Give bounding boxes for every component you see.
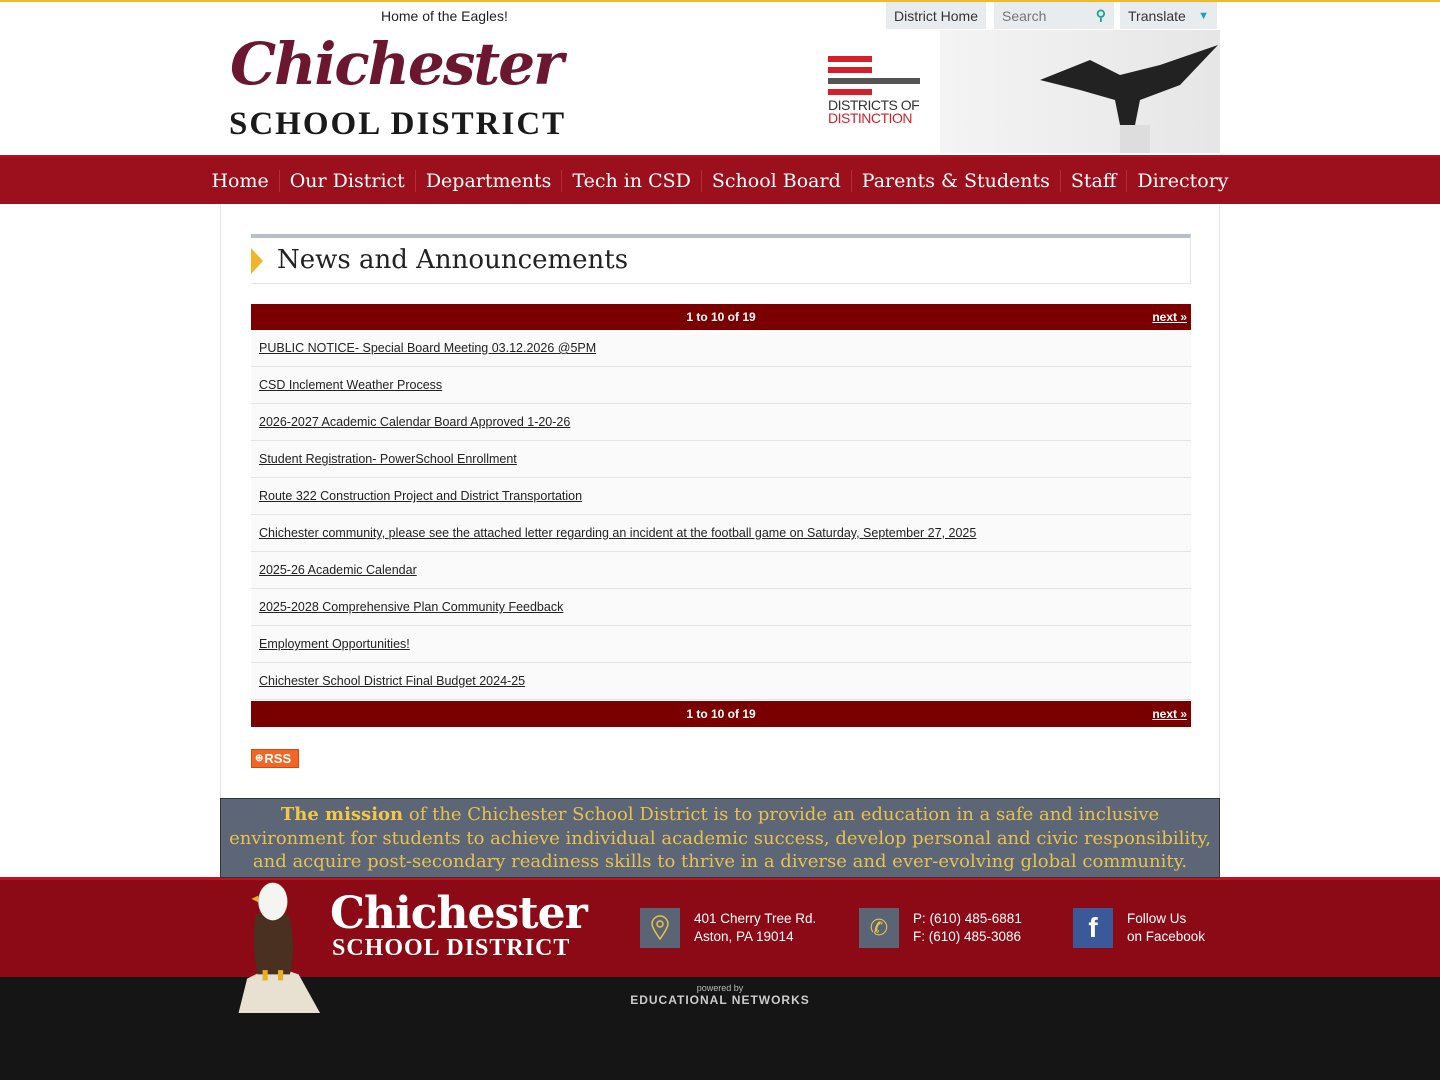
footer-logo-name[interactable]: Chichester — [330, 888, 587, 939]
news-link[interactable]: 2026-2027 Academic Calendar Board Approved 1-20-26 — [259, 415, 571, 429]
footer-logo-subtitle: SCHOOL DISTRICT — [332, 935, 571, 961]
districts-of-distinction-logo — [828, 56, 922, 125]
eagle-statue-image — [940, 30, 1220, 153]
list-item — [251, 589, 1191, 626]
mission-lead: The mission — [280, 804, 404, 825]
address-line2: Aston, PA 19014 — [694, 929, 794, 944]
facebook-icon[interactable]: f — [1073, 908, 1113, 948]
search-box[interactable] — [994, 2, 1114, 29]
list-item — [251, 626, 1191, 663]
list-item — [251, 367, 1191, 404]
fax-number: F: (610) 485-3086 — [913, 929, 1022, 944]
tagline: Home of the Eagles! — [381, 8, 508, 24]
dod-line1: DISTRICTS OF — [828, 97, 920, 113]
main-content — [220, 204, 1220, 798]
news-link[interactable]: Route 322 Construction Project and District Transportation — [259, 489, 583, 503]
news-link[interactable]: Student Registration- PowerSchool Enrollment — [259, 452, 517, 466]
list-item — [251, 515, 1191, 552]
list-item — [251, 478, 1191, 515]
nav-school-board[interactable]: School Board — [701, 170, 851, 192]
follow-line2: on Facebook — [1127, 929, 1206, 944]
news-link[interactable]: PUBLIC NOTICE- Special Board Meeting 03.12.2026 @5PM — [259, 341, 597, 355]
page-title-box — [251, 234, 1191, 284]
search-icon[interactable]: ⚲ — [1095, 7, 1106, 23]
dod-line2: DISTINCTION — [828, 110, 912, 126]
district-logo[interactable]: Chichester — [230, 30, 562, 98]
eagle-image — [222, 880, 334, 1013]
translate-dropdown[interactable] — [1120, 2, 1217, 29]
nav-tech-in-csd[interactable]: Tech in CSD — [561, 170, 701, 192]
phone-icon: ✆ — [859, 908, 899, 948]
powered-by[interactable] — [0, 983, 1440, 1007]
pager-count: 1 to 10 of 19 — [686, 707, 756, 721]
main-nav — [0, 155, 1440, 204]
news-link[interactable]: Employment Opportunities! — [259, 637, 410, 651]
search-input[interactable] — [1002, 8, 1082, 24]
list-item — [251, 404, 1191, 441]
pager-count: 1 to 10 of 19 — [686, 310, 756, 324]
list-item — [251, 330, 1191, 367]
nav-departments[interactable]: Departments — [415, 170, 562, 192]
news-link[interactable]: 2025-2028 Comprehensive Plan Community Feedback — [259, 600, 564, 614]
mission-statement — [220, 798, 1220, 878]
nav-our-district[interactable]: Our District — [279, 170, 415, 192]
powered-by-label: powered by — [696, 983, 744, 993]
pager-top — [251, 304, 1191, 330]
chevron-down-icon: ▼ — [1198, 9, 1209, 22]
nav-directory[interactable]: Directory — [1126, 170, 1238, 192]
location-pin-icon — [640, 908, 680, 948]
phone-fax — [913, 910, 1022, 946]
rss-label: RSS — [264, 751, 292, 766]
arrow-icon — [251, 248, 263, 274]
district-logo-subtitle: SCHOOL DISTRICT — [229, 106, 567, 142]
news-link[interactable]: 2025-26 Academic Calendar — [259, 563, 417, 577]
news-link[interactable]: Chichester community, please see the attached letter regarding an incident at the football game on Saturday, September 27, 2025 — [259, 526, 977, 540]
nav-parents-students[interactable]: Parents & Students — [851, 170, 1060, 192]
mission-text: of the Chichester School District is to provide an education in a safe and inclusive environment for students to achieve individual academic success, develop personal and civic responsibility, and acquire post-secondary readiness skills to thrive in a diverse and ever-evolving global community. — [229, 804, 1211, 872]
list-item — [251, 552, 1191, 589]
rss-icon: ⊕ — [255, 753, 264, 764]
next-link[interactable]: next » — [1152, 310, 1187, 324]
next-link[interactable]: next » — [1152, 707, 1187, 721]
translate-label: Translate — [1128, 7, 1186, 24]
news-list — [251, 330, 1191, 700]
news-link[interactable]: Chichester School District Final Budget 2024-25 — [259, 674, 526, 688]
top-accent-line — [0, 0, 1440, 2]
nav-home[interactable]: Home — [211, 169, 269, 192]
nav-staff[interactable]: Staff — [1060, 170, 1126, 192]
district-home-link[interactable]: District Home — [886, 2, 986, 29]
facebook-link[interactable] — [1127, 910, 1205, 946]
vendor-logo: EDUCATIONAL NETWORKS — [630, 993, 810, 1007]
rss-button[interactable] — [251, 749, 299, 768]
address — [694, 910, 816, 946]
news-link[interactable]: CSD Inclement Weather Process — [259, 378, 443, 392]
pager-bottom — [251, 701, 1191, 727]
list-item — [251, 663, 1191, 700]
phone-number[interactable]: P: (610) 485-6881 — [913, 911, 1022, 926]
follow-line1: Follow Us — [1127, 911, 1187, 926]
address-line1: 401 Cherry Tree Rd. — [694, 911, 817, 926]
page-title: News and Announcements — [277, 245, 629, 275]
list-item — [251, 441, 1191, 478]
